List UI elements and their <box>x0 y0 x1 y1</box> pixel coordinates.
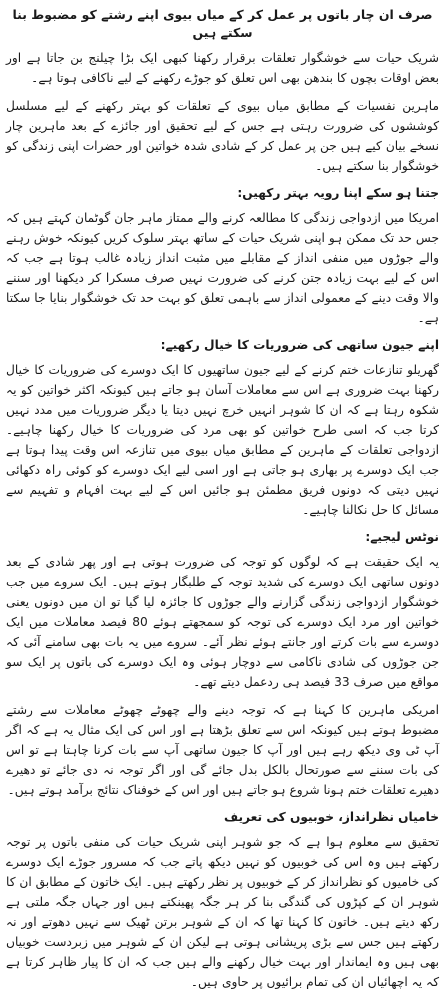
section-needs-paragraph: گھریلو تنازعات ختم کرنے کے لیے جیون ساتھیوں کا ایک دوسرے کی ضروریات کا خیال رکھنا بہت ضروری ہے اس سے معاملات آسان ہو جاتے ہیں کیونکہ اکثر خواتین کو یہ شکوہ رہتا ہے کہ ان کا شوہر انہیں خرچ نہیں دیتا یا دیگر ضروریات میں مدد نہیں کرتا جب کہ اسی طرح خواتین کو بھی مرد کی ضروریات کا خیال رکھنا چاہیے۔ ازدواجی تعلقات کے ماہرین کے مطابق میاں بیوی میں تنازعہ اس وقت پیدا ہوتا ہے جب ایک دوسرے پر بھاری ہو جاتی ہے اور اسی لیے ایک دوسرے کو کوئی راہ دکھائی نہیں دیتی کہ دونوں فریق مطمئن ہو جائیں اس کے لیے بہت افہام و تفہیم سے مسائل کا حل نکالنا چاہیے۔ <box>6 363 439 517</box>
section-heading-notice: نوٹس لیجیے: <box>365 530 439 544</box>
section-notice-paragraph-1: یہ ایک حقیقت ہے کہ لوگوں کو توجہ کی ضرورت ہوتی ہے اور پھر شادی کے بعد دونوں ساتھی ایک دوسرے کی شدید توجہ کے طلبگار ہوتے ہیں۔ ایک سروے میں جب خوشگوار ازدواجی زندگی گزارنے والے جوڑوں کا جائزہ لیا گیا تو ان میں دونوں یعنی خواتین اور مرد ایک دوسرے کی توجہ کو سمجھتے ہوئے 80 فیصد معاملات میں ایک دوسرے سے بات کرتے اور جانتے ہوئے نظر آئے۔ سروے میں یہ بات بھی سامنے آئی کہ جن جوڑوں کی شادی ناکامی سے دوچار ہوئی وہ ایک دوسرے کی باتوں پر ایک سو مواقع میں صرف 33 فیصد ہی ردعمل دیتے تھے۔ <box>6 555 440 689</box>
section-heading-needs: اپنے جیون ساتھی کی ضروریات کا خیال رکھیے: <box>160 338 439 352</box>
intro-paragraph-1: شریک حیات سے خوشگوار تعلقات برقرار رکھنا کبھی ایک بڑا چیلنج بن جاتا ہے اور بعض اوقات بچوں کا بندھن بھی اس تعلق کو جوڑے رکھنے کے لیے ناکافی ہوتا ہے۔ <box>6 51 439 85</box>
intro-paragraph-2: ماہرین نفسیات کے مطابق میاں بیوی کے تعلقات کو بہتر رکھنے کے لیے مسلسل کوششوں کی ضرورت رہتی ہے جس کے لیے تحقیق اور جائزے کے بعد ماہرین چار نسخے بیان کیے ہیں جن پر عمل کر کے شادی شدہ خواتین اور حضرات اپنی زندگی کو خوشگوار بنا سکتے ہیں۔ <box>6 99 439 173</box>
section-flaws-paragraph: تحقیق سے معلوم ہوا ہے کہ جو شوہر اپنی شریک حیات کی منفی باتوں پر توجہ رکھتے ہیں وہ اس کی خوبیوں کو نہیں دیکھ پاتے جب کہ مسرور جوڑے ایک دوسرے کی خامیوں کو نظرانداز کر کے خوبیوں پر نظر رکھتے ہیں۔ ایک خاتون کے مطابق ان کا شوہر ان کے کپڑوں کی گندگی بنا کر ہر جگہ پھینکتے ہیں اور جہاں جگہ ملتی ہے رکھ دیتے ہیں۔ خاتون کا کہنا تھا کہ ان کے شوہر برتن ٹھیک سے نہیں دھوتے اور نہ رکھتے ہیں جس سے بڑی پریشانی ہوتی ہے لیکن ان کے شوہر میں زبردست خوبیاں بھی ہیں وہ ایماندار اور بہت خیال رکھنے والے ہیں جب کہ ان کا پیار ظاہر کرتا ہے کہ یہ اچھائیاں ان کی تمام برائیوں پر حاوی ہیں۔ <box>6 835 439 989</box>
section-heading-flaws: خامیاں نظرانداز، خوبیوں کی تعریف <box>223 810 439 824</box>
section-heading-attitude: جتنا ہو سکے اپنا رویہ بہتر رکھیں: <box>237 186 439 200</box>
section-attitude-paragraph: امریکا میں ازدواجی زندگی کا مطالعہ کرنے والے ممتاز ماہر جان گوٹمان کہتے ہیں کہ جس حد تک ممکن ہو اپنی شریک حیات کے ساتھ بہتر سلوک کریں کیونکہ خوش رہنے والے جوڑوں میں منفی انداز کے مقابلے میں مثبت انداز زیادہ غالب ہوتا ہے جب کہ اس کے لیے بہت زیادہ جتن کرنے کی ضرورت نہیں صرف مسکرا کر دیکھنا اور سننے والا وقت دینے کے معمولی انداز سے باہمی تعلق کو بہت حد تک خوشگوار بنایا جا سکتا ہے۔ <box>6 211 439 325</box>
section-notice-paragraph-2: امریکی ماہرین کا کہنا ہے کہ توجہ دینے والے چھوٹے چھوٹے معاملات سے رشتے مضبوط ہوتے ہیں کیونکہ اس سے تعلق بڑھتا ہے اور اس کی ایک مثال یہ ہے کہ اگر آپ ٹی وی دیکھ رہے ہیں اور آپ کا جیون ساتھی آپ سے بات کرنا چاہتا ہے تو اس کی بات سننے سے صورتحال بالکل بدل جائے گی اور اگر توجہ نہ دی جائے تو دھیرے دھیرے تعلقات ختم ہونا شروع ہو جاتے ہیں اور اس کے خوفناک نتائج برآمد ہوتے ہیں۔ <box>6 703 439 797</box>
article-title: صرف ان چار باتوں پر عمل کر کے میاں بیوی اپنے رشتے کو مضبوط بنا سکتے ہیں <box>12 7 433 40</box>
